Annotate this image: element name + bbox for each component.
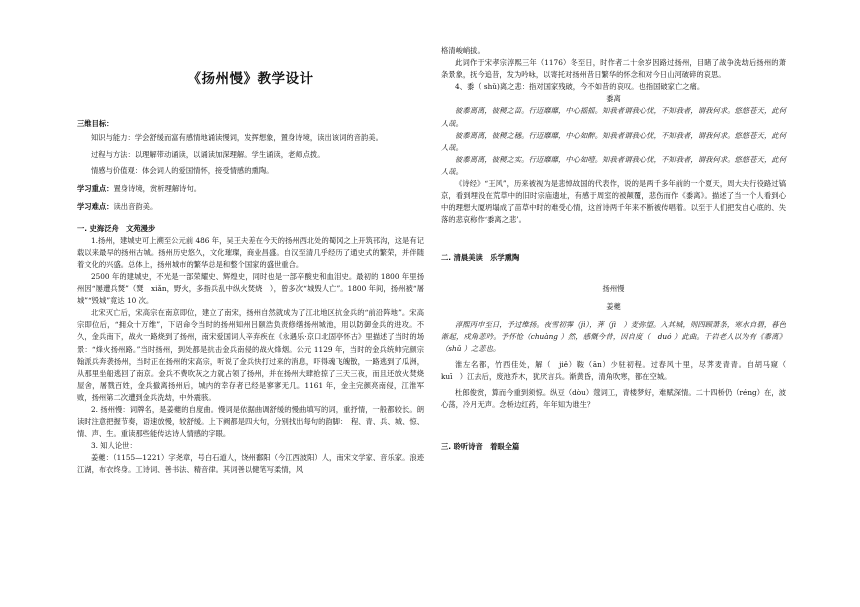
section-2-heading: 二. 清晨美读 乐学熏陶 xyxy=(441,253,520,263)
goal-process: 过程与方法：以理解带动诵读，以诵读加深理解。学生诵读，老师点拨。 xyxy=(91,150,325,160)
paragraph: 2. 扬州慢：词牌名，是姜夔的自度曲。慢词是依据曲调舒缓的慢曲填写的词，重抒情，一般都较长。朗读时注意把握节奏，语速放慢，较舒缓。上下阙都是四大句，分别找出每句的韵脚： 程、青、兵、城、惊、情、声、生。重读那些能传达诗人情感的字眼。 xyxy=(77,404,424,439)
goal-knowledge: 知识与能力：学会舒缓而富有感情地诵读慢词，发挥想象，置身诗境，读出该词的音韵美。 xyxy=(91,133,383,143)
paragraph: 北宋灭亡后，宋高宗在南京即位，建立了南宋，扬州自然就成为了江北地区抗金兵的“前沿阵地”。宋高宗即位后，“拥众十万维”，下诏命令当时的扬州知州吕颐浩负责修缮扬州城池，用以防御金兵的进攻。不久，金兵南下，战火一路烧到了扬州，南宋爱国词人辛弃疾在《永遇乐·京口北固亭怀古》里描述了当时的场景：“烽火扬州路。”当时扬州，到处都是抗击金兵南侵的战火烽烟。公元 1129 年，当时的金兵统帅完颜宗翰派兵奔袭扬州，当时正在扬州的宋高宗，听说了金兵快打过来的消息，吓得魂飞魄散，一路逃到了瓜洲，从那里坐船逃回了南京。金兵不费吹灰之力就占领了扬州，并在扬州大肆抢掠了三天三夜，而且还放火焚烧屋舍，屠戮百姓，金兵撤离扬州后，城内的幸存者已经是寥寥无几。1161 年，金主完颜亮南侵，江淮军败，扬州第二次遭到金兵洗劫，中外震骇。 xyxy=(77,308,424,402)
difficulty-label: 学习难点： xyxy=(77,202,114,212)
paragraph: 姜夔：（1155—1221）字尧章，号白石道人，饶州鄱阳（今江西波阳）人，南宋文学家、音乐家。浪迹江湖，布衣终身。工诗词、善书法、精音律。其词善以健笔写柔情，风 xyxy=(77,453,424,475)
paragraph: 此词作于宋孝宗淳熙三年（1176）冬至日，时作者二十余岁因路过扬州，目睹了战争洗劫后扬州的萧条景象，抚今追昔，发为吟咏，以寄托对扬州昔日繁华的怀念和对今日山河破碎的哀思。 xyxy=(441,58,786,80)
poem-verse: 淮左名都，竹西佳处，解（ jiě）鞍（ān）少驻初程。过春风十里，尽荠麦青青。自胡马窥（ kuī ）江去后，废池乔木，犹厌言兵。渐黄昏，清角吹寒，都在空城。 xyxy=(441,359,794,382)
key-point-text: 置身诗境，赏析理解诗句。 xyxy=(113,184,202,194)
paragraph: 1.扬州，建城史可上溯至公元前 486 年，吴王夫差在今天的扬州西北处的蜀冈之上开筑邗沟，这是有记载以来最早的扬州古城。扬州历史悠久，文化璀璨，商业昌盛。自汉至清几乎经历了通史式的繁荣，并伴随着文化的兴盛。总体上，扬州城市的繁华总是和整个国家的盛世重合。 xyxy=(77,235,424,269)
difficulty xyxy=(77,201,424,213)
paragraph: 《诗经》“王风”，历来被视为是悲悼故国的代表作，说的是两千多年前的一个夏天，周大夫行役路过镐京，看到埋没在荒草中的旧时宗庙遗址，有感于周室的被颠覆，悲伤而作《黍离》。描述了当一个人看到心中的理想大厦坍塌成了苗草中时的难受心情，这首诗两千年来不断被传唱着。以至于人们把发自心底的、失落的悲哀称作‘黍离之悲’。 xyxy=(441,179,786,225)
paragraph: 4、黍（ shǔ)离之悲：指对国家残破，今不如昔的哀叹。也指国破家亡之痛。 xyxy=(455,82,705,92)
paragraph: 2500 年的建城史，不光是一部荣耀史、辉煌史，同时也是一部辛酸史和血泪史。最初的 1800 年里扬州因“屡遭兵燹”（燹 xiǎn，野火，多指兵乱中纵火焚烧 ），曾多次“城毁人亡”。1800 年间，扬州被“屠城”“毁城”竟达 10 次。 xyxy=(77,271,424,306)
poem-title: 扬州慢 xyxy=(602,283,625,293)
left-column xyxy=(77,118,424,477)
difficulty-text: 读出音韵美。 xyxy=(113,202,158,212)
shuli-title: 黍离 xyxy=(606,94,621,104)
key-point-label: 学习重点： xyxy=(77,184,114,194)
paragraph: 格清峻峭拔。 xyxy=(441,46,485,55)
right-column xyxy=(441,45,794,453)
goals-heading: 三维目标： xyxy=(77,119,114,128)
shuli-stanza: 彼黍离离，彼稷之苗。行迈靡靡，中心摇摇。知我者谓我心忧，不知我者，谓我何求。悠悠苍天，此何人哉。 xyxy=(441,106,786,128)
page-title: 《扬州慢》教学设计 xyxy=(187,71,314,87)
shuli-stanza: 彼黍离离，彼稷之穗。行迈靡靡，中心如醉。知我者谓我心忧，不知我者，谓我何求。悠悠苍天，此何人哉。 xyxy=(441,130,786,152)
section-3-heading: 三. 聆听诗音 着眼全篇 xyxy=(441,442,520,452)
section-1-heading: 一. 史海泛舟 文苑漫步 xyxy=(77,223,156,233)
goal-emotion: 情感与价值观：体会词人的爱国情怀，接受情感的熏陶。 xyxy=(91,166,274,176)
key-point xyxy=(77,183,424,195)
poem-author: 姜夔 xyxy=(606,301,621,311)
paragraph: 3. 知人论世： xyxy=(91,441,137,451)
poem-verse: 杜郎俊赏，算而今重到须惊。纵豆（dòu）蔻词工，青楼梦好，难赋深情。二十四桥仍（réng）在，波心荡，冷月无声。念桥边红药，年年知为谁生？ xyxy=(441,388,786,410)
shuli-stanza: 彼黍离离，彼稷之实。行迈靡靡，中心如噎。知我者谓我心忧，不知我者，谓我何求。悠悠苍天，此何人哉。 xyxy=(441,154,786,176)
poem-preface: 淳熙丙申至日，予过维扬。夜雪初霁（jì），荠（jì ）麦弥望。入其城，则四顾萧条，寒水自碧，暮色渐起，戍角悲吟。予怀怆（chuàng ）然，感慨今昔，因自度（ duó ）此曲。千岩老人以为有《黍离》（shǔ ）之悲也。 xyxy=(441,319,786,353)
